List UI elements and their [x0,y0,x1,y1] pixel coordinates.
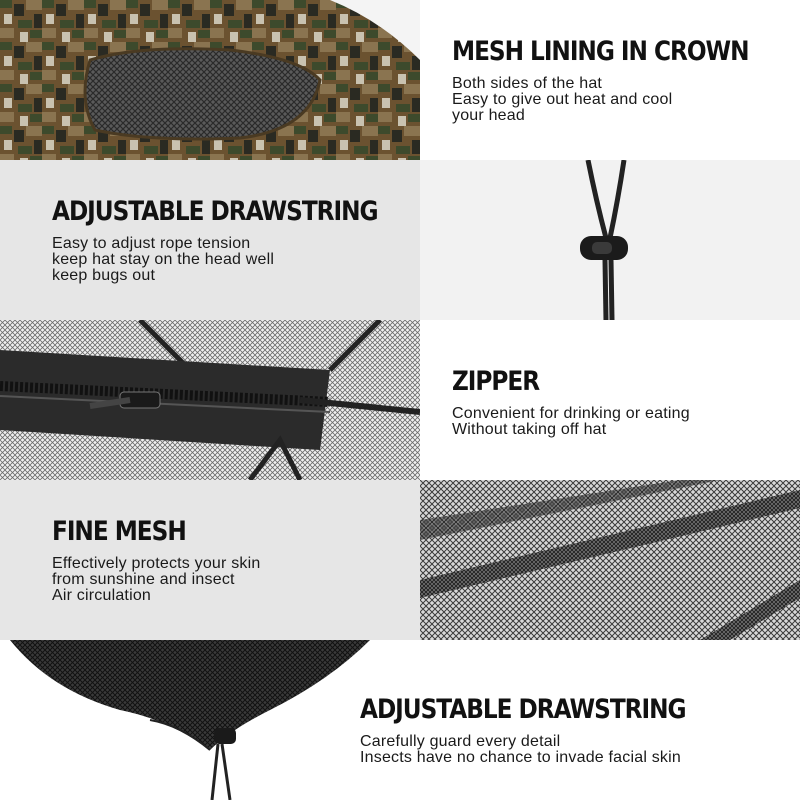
feature-desc-line: Convenient for drinking or eating [452,405,690,422]
feature-title: ADJUSTABLE DRAWSTRING [52,196,378,227]
feature-desc-line: Carefully guard every detail [360,733,561,750]
net-bottom-drawstring-photo [0,640,380,800]
feature-desc-line: keep hat stay on the head well [52,251,275,268]
feature-desc-line: Without taking off hat [452,421,607,438]
cord-lock-drawstring-photo [420,160,800,320]
feature-desc-line: Air circulation [52,587,152,604]
feature-block-4 [52,516,260,604]
feature-desc-line: Effectively protects your skin [52,555,261,572]
feature-desc-line: Insects have no chance to invade facial skin [360,749,681,766]
feature-block-3 [452,366,690,438]
feature-desc-line: keep bugs out [52,267,156,284]
net-zipper-photo [0,320,420,480]
feature-desc-line: Both sides of the hat [452,75,603,92]
feature-desc-line: your head [452,107,525,124]
feature-block-5 [360,694,739,766]
feature-title: ZIPPER [452,366,540,397]
feature-block-1 [452,36,797,124]
camo-hat-crown-mesh-photo [0,0,420,160]
feature-title: FINE MESH [52,516,186,547]
feature-desc-line: from sunshine and insect [52,571,235,588]
feature-desc-line: Easy to adjust rope tension [52,235,251,252]
fine-mesh-closeup-photo [420,480,800,640]
feature-block-2 [52,196,431,284]
feature-desc-line: Easy to give out heat and cool [452,91,673,108]
feature-title: MESH LINING IN CROWN [452,36,749,67]
feature-title: ADJUSTABLE DRAWSTRING [360,694,686,725]
